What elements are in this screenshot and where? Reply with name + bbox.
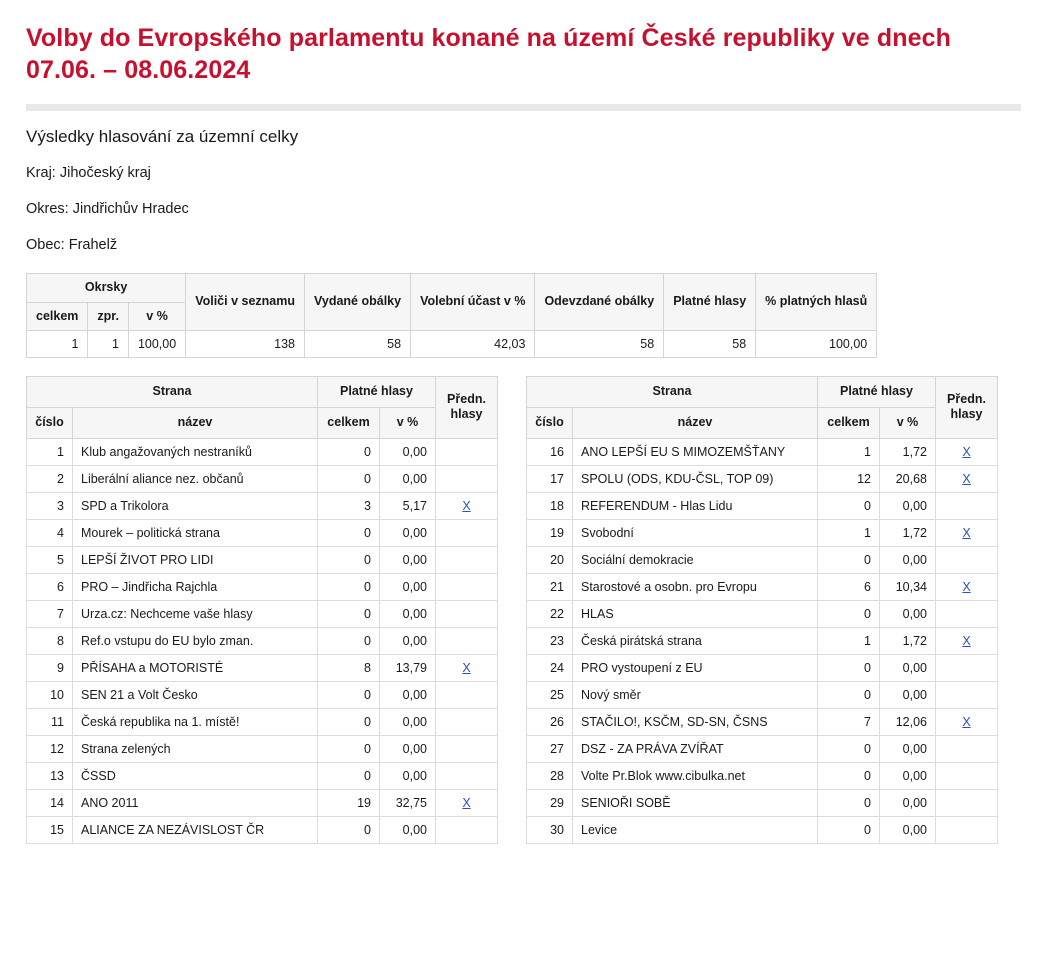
party-vpct: 0,00 [380,762,436,789]
party-predn-hlasy-cell [436,654,498,681]
table-row [27,708,498,735]
predn-hlasy-link[interactable]: X [962,471,971,486]
party-nazev: Strana zelených [73,735,318,762]
party-nazev: Svobodní [573,519,818,546]
page-title: Volby do Evropského parlamentu konané na území České republiky ve dnech 07.06. – 08.06.2024 [26,24,951,84]
summary-header-row-top [27,274,877,303]
party-th-nazev: název [573,407,818,438]
party-vpct: 0,00 [880,681,936,708]
party-th-cislo: číslo [27,407,73,438]
predn-hlasy-link[interactable]: X [462,660,471,675]
party-celkem: 3 [318,492,380,519]
party-celkem: 0 [318,762,380,789]
table-row [27,438,498,465]
table-row [527,600,998,627]
party-celkem: 19 [318,789,380,816]
party-predn-hlasy-cell [436,789,498,816]
party-vpct: 0,00 [380,546,436,573]
party-vpct: 0,00 [880,654,936,681]
table-row [527,627,998,654]
party-table-left [26,376,498,843]
party-celkem: 0 [318,573,380,600]
party-vpct: 0,00 [380,573,436,600]
party-vpct: 0,00 [380,465,436,492]
table-row [527,546,998,573]
party-cislo: 29 [527,789,573,816]
party-predn-hlasy-cell [436,735,498,762]
table-row [27,546,498,573]
summary-th-platne [664,274,756,331]
region-obec: Obec: Frahelž [26,237,118,253]
party-th-strana: Strana [527,377,818,408]
party-th-vpct: v % [380,407,436,438]
party-predn-hlasy-cell [936,681,998,708]
party-celkem: 0 [318,681,380,708]
party-nazev: Starostové a osobn. pro Evropu [573,573,818,600]
party-cislo: 20 [527,546,573,573]
party-nazev: ANO 2011 [73,789,318,816]
party-nazev: Klub angažovaných nestraníků [73,438,318,465]
table-row [527,519,998,546]
party-cislo: 5 [27,546,73,573]
table-row [27,600,498,627]
party-vpct: 0,00 [380,627,436,654]
party-tables-container [26,376,1021,843]
party-header-row-top [27,377,498,408]
summary-th-vydane [305,274,411,331]
party-celkem: 1 [818,627,880,654]
party-predn-hlasy-cell [436,546,498,573]
party-celkem: 0 [818,789,880,816]
party-nazev: PŘÍSAHA a MOTORISTÉ [73,654,318,681]
party-nazev: ČSSD [73,762,318,789]
party-vpct: 20,68 [880,465,936,492]
region-kraj: Kraj: Jihočeský kraj [26,165,151,181]
party-vpct: 1,72 [880,519,936,546]
party-cislo: 16 [527,438,573,465]
summary-th-platne-label: Platné hlasy [673,294,747,309]
party-nazev: STAČILO!, KSČM, SD-SN, ČSNS [573,708,818,735]
party-cislo: 19 [527,519,573,546]
summary-th-vpct: v % [128,302,185,331]
party-vpct: 0,00 [880,600,936,627]
party-nazev: Liberální aliance nez. občanů [73,465,318,492]
party-celkem: 0 [818,600,880,627]
party-vpct: 0,00 [380,708,436,735]
party-predn-hlasy-cell [936,600,998,627]
party-vpct: 0,00 [380,600,436,627]
party-cislo: 15 [27,816,73,843]
party-th-predn-hlasy: Předn. hlasy [436,377,498,438]
party-celkem: 0 [818,681,880,708]
party-header-row-top [527,377,998,408]
party-vpct: 12,06 [880,708,936,735]
party-predn-hlasy-cell [936,465,998,492]
party-predn-hlasy-cell [936,735,998,762]
party-vpct: 0,00 [380,438,436,465]
summary-okrsky-zpr: 1 [88,331,129,358]
party-predn-hlasy-cell [936,654,998,681]
predn-hlasy-link[interactable]: X [462,795,471,810]
party-nazev: Volte Pr.Blok www.cibulka.net [573,762,818,789]
party-vpct: 0,00 [380,816,436,843]
party-th-cislo: číslo [527,407,573,438]
summary-platne: 58 [664,331,756,358]
summary-okrsky-pct: 100,00 [128,331,185,358]
party-predn-hlasy-cell [436,762,498,789]
party-celkem: 0 [318,816,380,843]
party-celkem: 7 [818,708,880,735]
summary-th-odevzdane [535,274,664,331]
party-cislo: 11 [27,708,73,735]
party-vpct: 0,00 [880,816,936,843]
party-cislo: 6 [27,573,73,600]
party-cislo: 12 [27,735,73,762]
table-row [527,816,998,843]
summary-th-volici-label: Voliči v seznamu [195,294,295,309]
party-predn-hlasy-cell [936,438,998,465]
party-cislo: 3 [27,492,73,519]
table-row [527,708,998,735]
party-nazev: Sociální demokracie [573,546,818,573]
party-vpct: 5,17 [380,492,436,519]
predn-hlasy-link[interactable]: X [962,579,971,594]
party-predn-hlasy-cell [436,708,498,735]
table-row [27,735,498,762]
table-row [27,627,498,654]
summary-platne-pct: 100,00 [756,331,877,358]
party-cislo: 21 [527,573,573,600]
party-cislo: 9 [27,654,73,681]
table-row [27,519,498,546]
party-cislo: 8 [27,627,73,654]
party-th-celkem: celkem [818,407,880,438]
table-row [527,735,998,762]
party-th-nazev: název [73,407,318,438]
party-vpct: 0,00 [880,735,936,762]
party-predn-hlasy-cell [936,627,998,654]
party-th-strana: Strana [27,377,318,408]
party-celkem: 0 [818,816,880,843]
party-th-vpct: v % [880,407,936,438]
party-header-row-sub [527,407,998,438]
party-nazev: PRO vystoupení z EU [573,654,818,681]
party-vpct: 0,00 [380,519,436,546]
summary-th-platne-pct [756,274,877,331]
party-celkem: 0 [818,735,880,762]
party-nazev: SPOLU (ODS, KDU-ČSL, TOP 09) [573,465,818,492]
table-row [527,762,998,789]
party-nazev: Česká republika na 1. místě! [73,708,318,735]
party-celkem: 1 [818,519,880,546]
summary-th-vydane-label: Vydané obálky [314,294,402,309]
summary-table [26,273,877,358]
party-cislo: 26 [527,708,573,735]
table-row [27,681,498,708]
party-predn-hlasy-cell [936,492,998,519]
party-celkem: 0 [318,438,380,465]
party-celkem: 0 [318,546,380,573]
party-predn-hlasy-cell [436,627,498,654]
party-celkem: 0 [818,492,880,519]
party-nazev: SEN 21 a Volt Česko [73,681,318,708]
party-vpct: 0,00 [880,762,936,789]
party-celkem: 0 [318,465,380,492]
party-predn-hlasy-cell [936,546,998,573]
party-cislo: 14 [27,789,73,816]
table-row [27,816,498,843]
party-cislo: 28 [527,762,573,789]
party-celkem: 0 [318,627,380,654]
party-nazev: Levice [573,816,818,843]
summary-data-row [27,331,877,358]
party-celkem: 0 [318,600,380,627]
party-nazev: LEPŠÍ ŽIVOT PRO LIDI [73,546,318,573]
predn-hlasy-link[interactable]: X [962,525,971,540]
party-cislo: 7 [27,600,73,627]
party-nazev: Mourek – politická strana [73,519,318,546]
summary-th-volici [186,274,305,331]
summary-th-platne-pct-label: % platných hlasů [765,294,868,309]
party-vpct: 10,34 [880,573,936,600]
predn-hlasy-link[interactable]: X [962,633,971,648]
table-row [27,654,498,681]
party-cislo: 10 [27,681,73,708]
party-vpct: 0,00 [880,492,936,519]
section-subtitle: Výsledky hlasování za územní celky [26,127,299,146]
party-vpct: 0,00 [880,546,936,573]
party-celkem: 1 [818,438,880,465]
party-nazev: HLAS [573,600,818,627]
summary-odevzdane: 58 [535,331,664,358]
summary-ucast: 42,03 [411,331,535,358]
party-th-platne-hlasy: Platné hlasy [818,377,936,408]
party-nazev: Česká pirátská strana [573,627,818,654]
party-nazev: DSZ - ZA PRÁVA ZVÍŘAT [573,735,818,762]
party-predn-hlasy-cell [436,519,498,546]
predn-hlasy-link[interactable]: X [462,498,471,513]
table-row [527,654,998,681]
party-cislo: 13 [27,762,73,789]
party-predn-hlasy-cell [436,573,498,600]
party-celkem: 0 [318,519,380,546]
party-celkem: 8 [318,654,380,681]
party-predn-hlasy-cell [436,816,498,843]
party-cislo: 22 [527,600,573,627]
predn-hlasy-link[interactable]: X [962,714,971,729]
party-cislo: 30 [527,816,573,843]
party-celkem: 0 [318,735,380,762]
predn-hlasy-link[interactable]: X [962,444,971,459]
party-vpct: 1,72 [880,627,936,654]
summary-th-ucast-label: Volební účast v % [420,294,526,309]
table-row [27,762,498,789]
party-celkem: 0 [818,546,880,573]
party-predn-hlasy-cell [436,492,498,519]
party-table-right-body [527,438,998,843]
divider [26,104,1021,111]
party-cislo: 1 [27,438,73,465]
party-cislo: 4 [27,519,73,546]
summary-th-celkem: celkem [27,302,88,331]
table-row [527,789,998,816]
party-cislo: 17 [527,465,573,492]
party-predn-hlasy-cell [936,816,998,843]
table-row [527,681,998,708]
party-nazev: REFERENDUM - Hlas Lidu [573,492,818,519]
party-th-celkem: celkem [318,407,380,438]
party-predn-hlasy-cell [936,519,998,546]
party-cislo: 18 [527,492,573,519]
party-celkem: 12 [818,465,880,492]
party-nazev: ANO LEPŠÍ EU S MIMOZEMŠŤANY [573,438,818,465]
party-predn-hlasy-cell [936,762,998,789]
party-celkem: 0 [318,708,380,735]
table-row [27,465,498,492]
party-nazev: ALIANCE ZA NEZÁVISLOST ČR [73,816,318,843]
party-celkem: 0 [818,654,880,681]
summary-vydane: 58 [305,331,411,358]
party-nazev: SENIOŘI SOBĚ [573,789,818,816]
summary-th-zpr: zpr. [88,302,129,331]
party-cislo: 25 [527,681,573,708]
party-nazev: PRO – Jindřicha Rajchla [73,573,318,600]
table-row [27,789,498,816]
party-predn-hlasy-cell [936,708,998,735]
party-predn-hlasy-cell [436,681,498,708]
party-vpct: 13,79 [380,654,436,681]
party-predn-hlasy-cell [436,465,498,492]
party-predn-hlasy-cell [936,573,998,600]
table-row [27,573,498,600]
party-nazev: SPD a Trikolora [73,492,318,519]
table-row [527,465,998,492]
summary-okrsky-celkem: 1 [27,331,88,358]
party-vpct: 0,00 [380,681,436,708]
party-cislo: 24 [527,654,573,681]
party-nazev: Ref.o vstupu do EU bylo zman. [73,627,318,654]
party-celkem: 6 [818,573,880,600]
party-cislo: 23 [527,627,573,654]
table-row [27,492,498,519]
party-vpct: 1,72 [880,438,936,465]
party-th-predn-hlasy: Předn. hlasy [936,377,998,438]
party-cislo: 27 [527,735,573,762]
table-row [527,573,998,600]
party-nazev: Urza.cz: Nechceme vaše hlasy [73,600,318,627]
party-celkem: 0 [818,762,880,789]
summary-th-ucast [411,274,535,331]
party-header-row-sub [27,407,498,438]
party-vpct: 0,00 [380,735,436,762]
table-row [527,492,998,519]
table-row [527,438,998,465]
party-vpct: 32,75 [380,789,436,816]
party-predn-hlasy-cell [436,600,498,627]
summary-th-odevzdane-label: Odevzdané obálky [544,294,655,309]
party-table-right [526,376,998,843]
party-predn-hlasy-cell [436,438,498,465]
summary-th-okrsky: Okrsky [27,274,186,303]
party-nazev: Nový směr [573,681,818,708]
party-vpct: 0,00 [880,789,936,816]
region-okres: Okres: Jindřichův Hradec [26,201,189,217]
party-cislo: 2 [27,465,73,492]
party-predn-hlasy-cell [936,789,998,816]
summary-volici: 138 [186,331,305,358]
party-table-left-body [27,438,498,843]
party-th-platne-hlasy: Platné hlasy [318,377,436,408]
